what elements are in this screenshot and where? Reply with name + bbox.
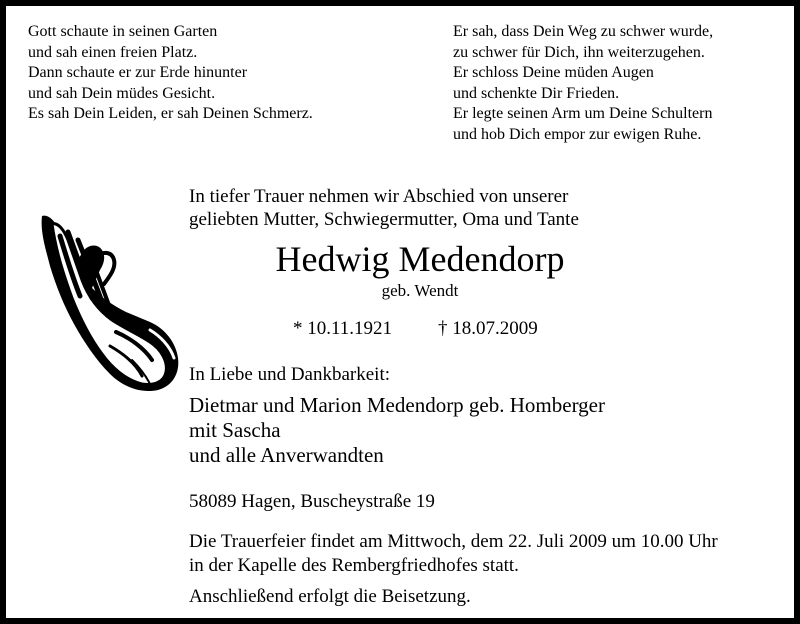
poem-left (28, 22, 313, 125)
maiden-name: geb. Wendt (381, 281, 459, 300)
poem-line: Gott schaute in seinen Garten (28, 23, 218, 40)
poem-line: und sah einen freien Platz. (28, 43, 198, 61)
poem-line: und sah Dein müdes Gesicht. (28, 84, 216, 102)
family-line: Dietmar und Marion Medendorp geb. Homberger (189, 393, 606, 417)
poem-line: und schenkte Dir Frieden. (453, 84, 620, 102)
poem-line: Dann schaute er zur Erde hinunter (28, 64, 248, 82)
gratitude-line: In Liebe und Dankbarkeit: (189, 364, 391, 385)
poem-line: Es sah Dein Leiden, er sah Deinen Schmerz. (28, 105, 313, 123)
family-line: mit Sascha (189, 418, 281, 442)
family-line: und alle Anverwandten (189, 443, 384, 467)
death-date: † 18.07.2009 (438, 318, 538, 339)
burial-info: Anschließend erfolgt die Beisetzung. (189, 586, 471, 607)
intro-line: In tiefer Trauer nehmen wir Abschied von unserer (189, 186, 569, 207)
deceased-name: Hedwig Medendorp (275, 239, 565, 279)
poem-right (453, 22, 713, 146)
address: 58089 Hagen, Buscheystraße 19 (189, 491, 435, 512)
family-names (189, 393, 605, 468)
poem-line: Er schloss Deine müden Augen (453, 64, 654, 82)
birth-date: * 10.11.1921 (293, 318, 393, 339)
intro-text (189, 186, 579, 231)
poem-line: und hob Dich empor zur ewigen Ruhe. (453, 125, 702, 143)
intro-line: geliebten Mutter, Schwiegermutter, Oma und Tante (189, 208, 579, 230)
service-info (189, 530, 718, 577)
service-line: Die Trauerfeier findet am Mittwoch, dem 22. Juli 2009 um 10.00 Uhr (189, 531, 718, 552)
poem-line: Er sah, dass Dein Weg zu schwer wurde, (453, 23, 714, 40)
service-line: in der Kapelle des Rembergfriedhofes statt. (189, 554, 519, 576)
poem-line: Er legte seinen Arm um Deine Schultern (453, 105, 713, 123)
poem-line: zu schwer für Dich, ihn weiterzugehen. (453, 43, 705, 61)
